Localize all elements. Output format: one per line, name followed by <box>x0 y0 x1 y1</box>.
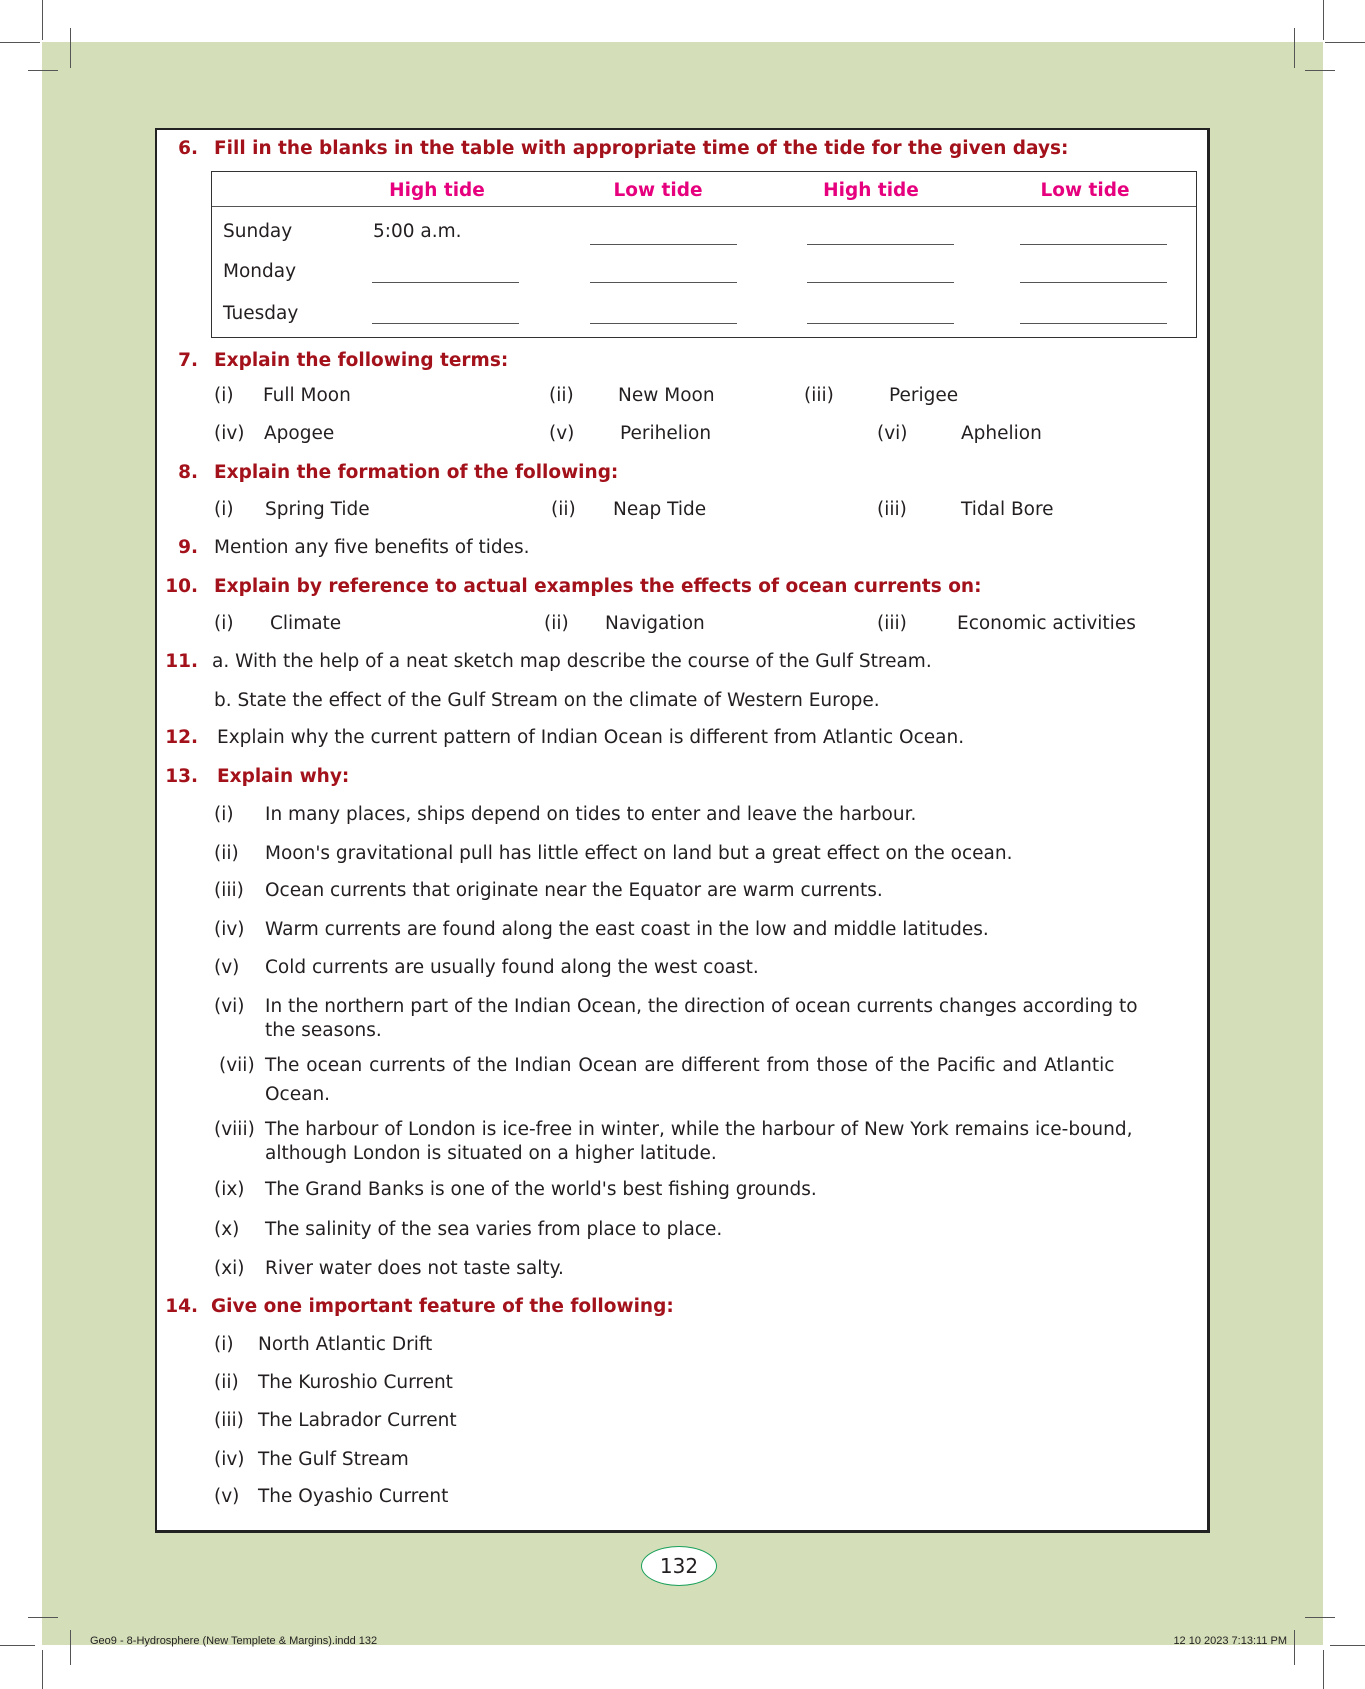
blank-field[interactable] <box>590 244 737 245</box>
item-text: The ocean currents of the Indian Ocean are different from those of the Pacific and Atlantic <box>265 1055 1115 1076</box>
day-label: Monday <box>223 261 297 282</box>
crop-mark <box>70 1630 71 1665</box>
item-number: (iv) <box>214 1449 245 1470</box>
item-text: Perihelion <box>620 423 712 444</box>
blank-field[interactable] <box>807 323 954 324</box>
question-number: 10. <box>165 576 198 597</box>
column-header: High tide <box>823 180 919 201</box>
item-text: The Oyashio Current <box>258 1486 449 1507</box>
question-number: 13. <box>165 766 198 787</box>
blank-field[interactable] <box>1020 323 1167 324</box>
blank-field[interactable] <box>807 282 954 283</box>
blank-field[interactable] <box>1020 282 1167 283</box>
crop-mark <box>1325 42 1365 43</box>
question-number: 7. <box>178 350 198 371</box>
blank-field[interactable] <box>807 244 954 245</box>
item-number: (v) <box>214 1486 240 1507</box>
crop-mark <box>1323 1650 1324 1689</box>
item-number: (i) <box>214 613 234 634</box>
item-number: (vii) <box>219 1055 255 1076</box>
exercise-box <box>155 128 1210 1533</box>
item-text-continued: although London is situated on a higher latitude. <box>265 1143 717 1164</box>
crop-mark <box>1323 0 1324 40</box>
item-number: (i) <box>214 1334 234 1355</box>
crop-mark <box>0 42 40 43</box>
header-divider <box>212 206 1196 207</box>
item-text: River water does not taste salty. <box>265 1258 564 1279</box>
item-text: Spring Tide <box>265 499 370 520</box>
question-number: 6. <box>178 138 198 159</box>
item-number: (iv) <box>214 919 245 940</box>
item-number: (viii) <box>214 1119 255 1140</box>
item-number: (v) <box>549 423 575 444</box>
item-text: Economic activities <box>957 613 1136 634</box>
item-text: Neap Tide <box>613 499 707 520</box>
question-text: Explain why the current pattern of Indian Ocean is different from Atlantic Ocean. <box>217 727 965 748</box>
question-text: Explain the following terms: <box>214 350 509 371</box>
item-number: (ii) <box>551 499 576 520</box>
item-text: North Atlantic Drift <box>258 1334 433 1355</box>
item-number: (iii) <box>214 880 244 901</box>
item-number: (x) <box>214 1219 240 1240</box>
crop-mark <box>28 1617 58 1618</box>
crop-mark <box>70 28 71 68</box>
crop-mark <box>1305 1617 1335 1618</box>
question-number: 12. <box>165 727 198 748</box>
footer-timestamp: 12 10 2023 7:13:11 PM <box>1173 1635 1287 1647</box>
item-number: (ix) <box>214 1179 245 1200</box>
page-number: 132 <box>641 1546 717 1586</box>
question-text: Give one important feature of the following: <box>211 1296 674 1317</box>
item-text: Tidal Bore <box>961 499 1054 520</box>
item-number: (ii) <box>214 843 239 864</box>
item-number: (iii) <box>877 499 907 520</box>
item-text: In many places, ships depend on tides to enter and leave the harbour. <box>265 804 917 825</box>
question-number: 8. <box>178 462 198 483</box>
item-text: The Labrador Current <box>258 1410 457 1431</box>
crop-mark <box>1294 28 1295 68</box>
item-number: (i) <box>214 499 234 520</box>
item-number: (i) <box>214 804 234 825</box>
item-number: (iii) <box>214 1410 244 1431</box>
column-header: High tide <box>389 180 485 201</box>
item-text: The Kuroshio Current <box>258 1372 453 1393</box>
question-part-a: a. With the help of a neat sketch map describe the course of the Gulf Stream. <box>212 651 932 672</box>
question-part-b: b. State the effect of the Gulf Stream on the climate of Western Europe. <box>214 690 880 711</box>
item-text: New Moon <box>618 385 715 406</box>
item-number: (ii) <box>549 385 574 406</box>
question-number: 14. <box>165 1296 198 1317</box>
footer-filename: Geo9 - 8-Hydrosphere (New Templete & Margins).indd 132 <box>90 1635 378 1647</box>
item-number: (xi) <box>214 1258 245 1279</box>
time-value: 5:00 a.m. <box>373 221 462 242</box>
question-text: Explain the formation of the following: <box>214 462 619 483</box>
question-number: 11. <box>165 651 198 672</box>
blank-field[interactable] <box>590 323 737 324</box>
crop-mark <box>42 0 43 40</box>
crop-mark <box>42 1650 43 1689</box>
item-text: Warm currents are found along the east coast in the low and middle latitudes. <box>265 919 989 940</box>
crop-mark <box>1330 1645 1365 1646</box>
item-text: Climate <box>270 613 342 634</box>
crop-mark <box>1305 70 1335 71</box>
question-text: Mention any five benefits of tides. <box>214 537 530 558</box>
item-number: (vi) <box>214 996 245 1017</box>
column-header: Low tide <box>613 180 703 201</box>
item-text: The salinity of the sea varies from place to place. <box>265 1219 723 1240</box>
item-text: Navigation <box>605 613 705 634</box>
item-text: Apogee <box>264 423 335 444</box>
question-text: Explain by reference to actual examples the effects of ocean currents on: <box>214 576 982 597</box>
item-text: The harbour of London is ice-free in winter, while the harbour of New York remains ice-bound, <box>265 1119 1133 1140</box>
question-number: 9. <box>178 537 198 558</box>
column-header: Low tide <box>1040 180 1130 201</box>
blank-field[interactable] <box>372 282 519 283</box>
item-text: The Grand Banks is one of the world's best fishing grounds. <box>265 1179 817 1200</box>
item-number: (v) <box>214 957 240 978</box>
crop-mark <box>28 70 58 71</box>
day-label: Tuesday <box>223 303 299 324</box>
item-text: Perigee <box>889 385 959 406</box>
item-text: Cold currents are usually found along the west coast. <box>265 957 759 978</box>
question-text: Fill in the blanks in the table with appropriate time of the tide for the given days: <box>214 138 1069 159</box>
day-label: Sunday <box>223 221 293 242</box>
item-text: Full Moon <box>263 385 351 406</box>
item-text: In the northern part of the Indian Ocean, the direction of ocean currents changes according to <box>265 996 1138 1017</box>
question-text: Explain why: <box>217 766 350 787</box>
item-number: (i) <box>214 385 234 406</box>
crop-mark <box>1294 1630 1295 1665</box>
item-number: (iv) <box>214 423 245 444</box>
item-text: The Gulf Stream <box>258 1449 409 1470</box>
item-number: (ii) <box>544 613 569 634</box>
tide-table <box>211 171 1197 338</box>
item-text-continued: Ocean. <box>265 1084 331 1105</box>
blank-field[interactable] <box>372 323 519 324</box>
item-text: Ocean currents that originate near the Equator are warm currents. <box>265 880 883 901</box>
item-number: (vi) <box>877 423 908 444</box>
blank-field[interactable] <box>1020 244 1167 245</box>
item-text: Moon's gravitational pull has little effect on land but a great effect on the ocean. <box>265 843 1013 864</box>
item-text-continued: the seasons. <box>265 1020 382 1041</box>
item-number: (iii) <box>877 613 907 634</box>
blank-field[interactable] <box>590 282 737 283</box>
item-number: (iii) <box>804 385 834 406</box>
item-text: Aphelion <box>961 423 1042 444</box>
item-number: (ii) <box>214 1372 239 1393</box>
crop-mark <box>0 1645 35 1646</box>
